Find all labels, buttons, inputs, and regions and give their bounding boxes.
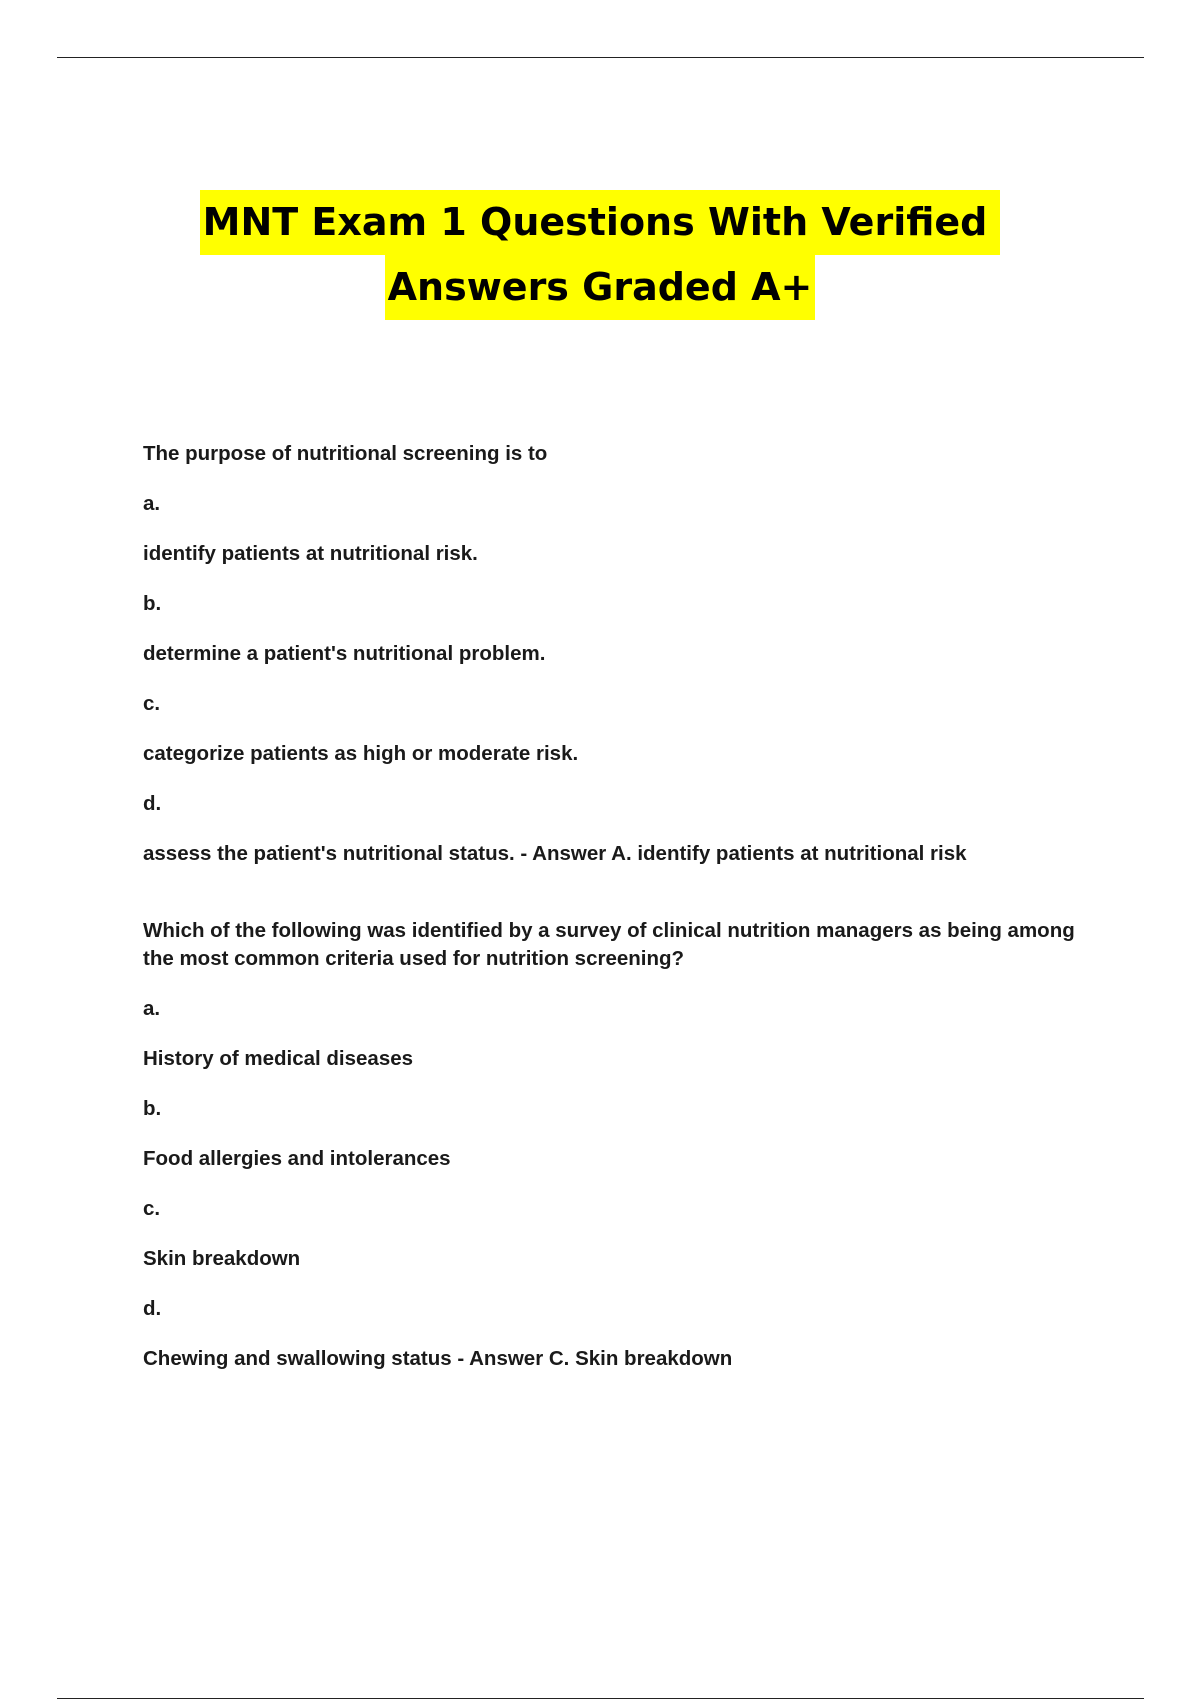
question-2-stem: Which of the following was identified by a survey of clinical nutrition managers as being among the most common criteria used for nutrition screening? [143, 919, 1075, 970]
question-1-stem: The purpose of nutritional screening is to [143, 442, 548, 465]
question-2 [143, 917, 1083, 1373]
title-line-1: MNT Exam 1 Questions With Verified [200, 190, 1001, 255]
option-text-a: History of medical diseases [143, 1047, 414, 1070]
title-line-2: Answers Graded A+ [385, 255, 816, 320]
top-rule [57, 57, 1144, 58]
question-list [143, 440, 1083, 1373]
option-letter-c: c. [143, 692, 161, 715]
option-letter-b: b. [143, 592, 162, 615]
option-text-d-with-answer: assess the patient's nutritional status. - Answer A. identify patients at nutritional risk [143, 842, 967, 865]
option-text-c: categorize patients as high or moderate risk. [143, 742, 579, 765]
option-text-b: determine a patient's nutritional problem. [143, 642, 546, 665]
option-letter-a: a. [143, 997, 161, 1020]
option-text-b: Food allergies and intolerances [143, 1147, 451, 1170]
option-letter-d: d. [143, 1297, 162, 1320]
question-1 [143, 440, 1083, 868]
option-text-c: Skin breakdown [143, 1247, 301, 1270]
document-title [0, 190, 1200, 320]
bottom-rule [57, 1698, 1144, 1699]
option-text-d-with-answer: Chewing and swallowing status - Answer C. Skin breakdown [143, 1347, 733, 1370]
option-letter-a: a. [143, 492, 161, 515]
option-letter-c: c. [143, 1197, 161, 1220]
option-letter-b: b. [143, 1097, 162, 1120]
option-letter-d: d. [143, 792, 162, 815]
option-text-a: identify patients at nutritional risk. [143, 542, 478, 565]
